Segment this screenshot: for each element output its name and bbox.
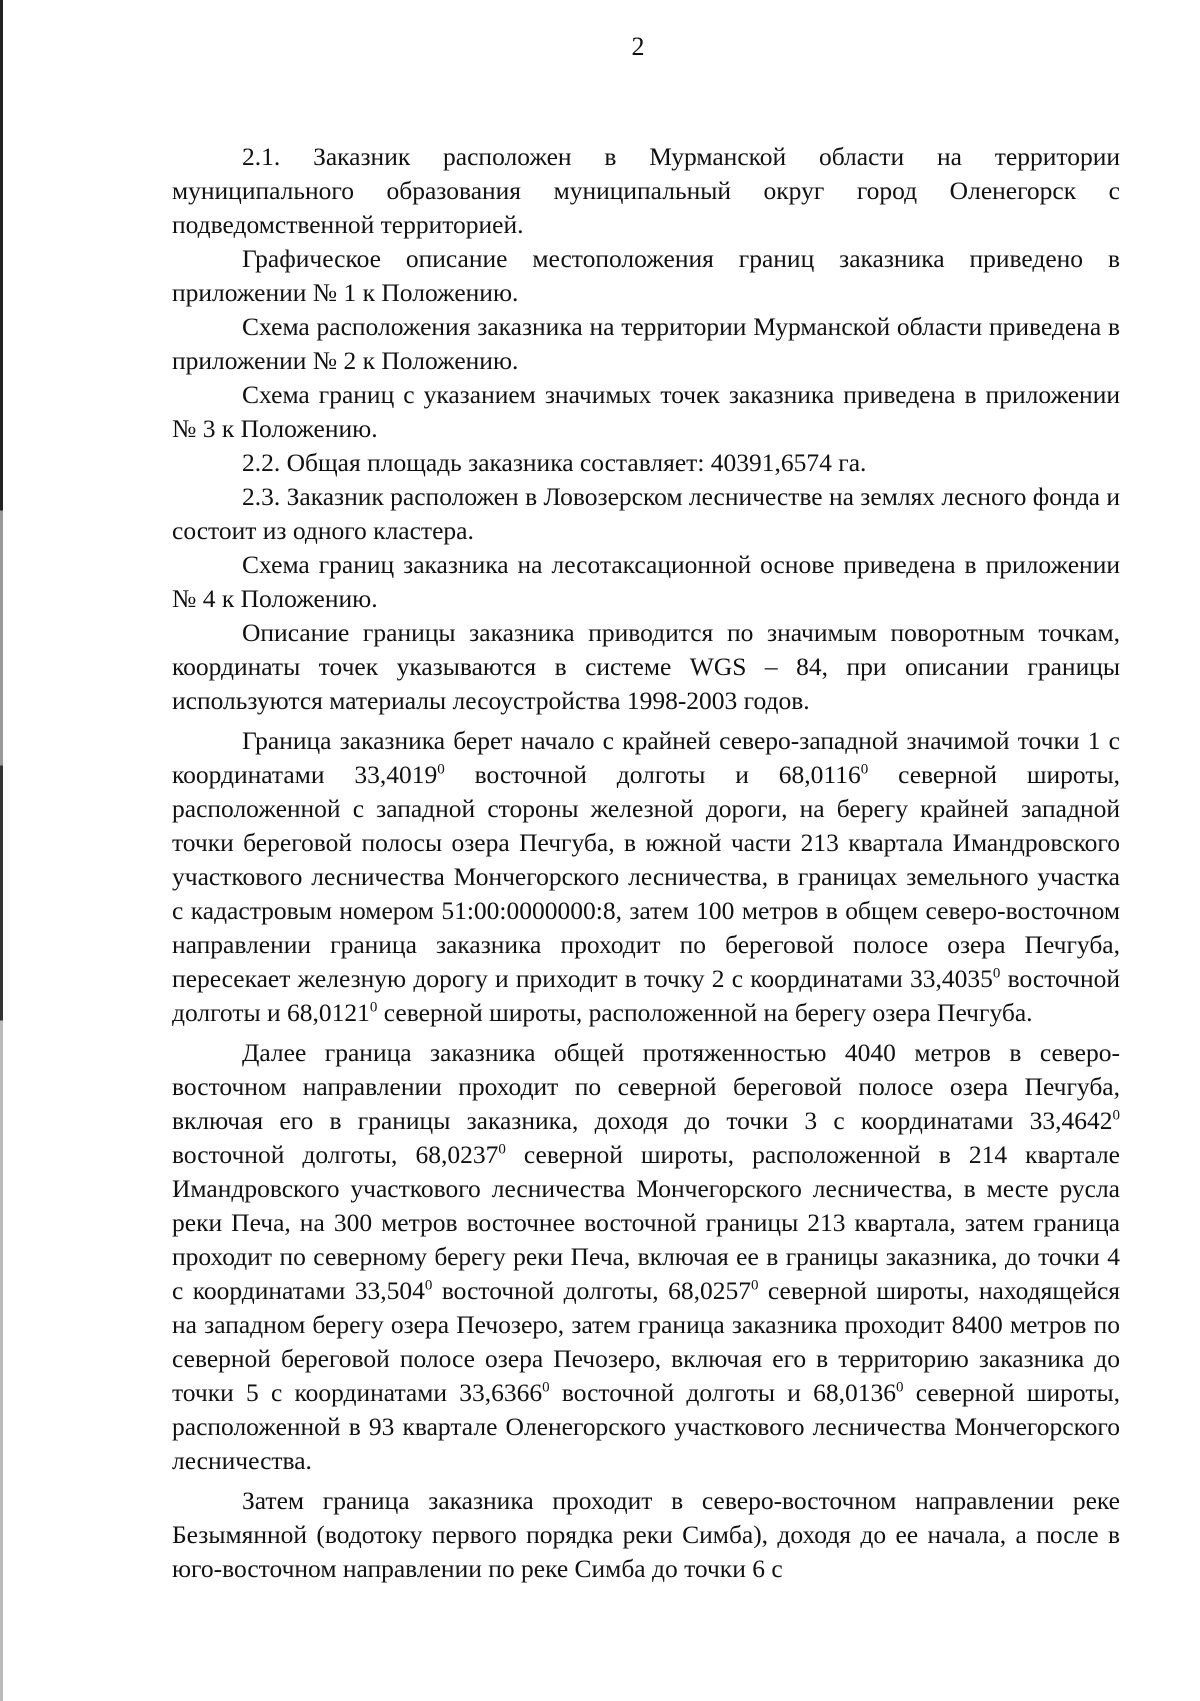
degree-sup: 0 [896, 1379, 904, 1396]
paragraph-forest-scheme: Схема границ заказника на лесотаксационной основе приведена в приложении № 4 к Положению. [172, 550, 1120, 613]
paragraph-2-1: 2.1. Заказник расположен в Мурманской области на территории муниципального образования муниципальный округ город Оленегорск с подведомственной территорией. [172, 142, 1120, 239]
page-number: 2 [631, 32, 645, 61]
degree-sup: 0 [369, 999, 378, 1016]
paragraph-boundary-continue: Далее граница заказника общей протяженностью 4040 метров в северо-восточном направлении проходит по северной береговой полосе озера Печгуба, включая его в границы заказника, доходя до точки 3 с координатами 33,4642$^0$ восточной долготы, 68,0237$^0$ северной широты, расположенной в 214 квартале Имандровского участкового лесничества Мончегорского лесничества, в месте русла реки Печа, на 300 метров восточнее восточной границы 213 квартала, затем граница проходит по северному берегу реки Печа, включая ее в границы заказника, до точки 4 с координатами 33,504$^0$ восточной долготы, 68,0257$^0$ северной широты, находящейся на западном берегу озера Печозеро, затем граница заказника проходит 8400 метров по северной береговой полосе озера Печозеро, включая его в территорию заказника до точки 5 с координатами 33,6366$^0$ восточной долготы и 68,0136$^0$ северной широты, расположенной в 93 квартале Оленегорского участкового лесничества Мончегорского лесничества. [172, 1038, 1121, 1475]
paragraph-2-3: 2.3. Заказник расположен в Ловозерском лесничестве на землях лесного фонда и состоит из одного кластера. [172, 482, 1120, 545]
degree-sup: 0 [992, 965, 1001, 982]
document-body [172, 140, 1120, 1586]
degree-sup: 0 [542, 1379, 550, 1396]
degree-sup: 0 [1112, 1107, 1120, 1124]
scan-edge [0, 0, 3, 1701]
degree-sup: 0 [860, 761, 869, 778]
paragraph-boundary-scheme: Схема границ с указанием значимых точек заказника приведена в приложении № 3 к Положению. [172, 380, 1120, 443]
paragraph-boundary-river: Затем граница заказника проходит в северо-восточном направлении реке Безымянной (водотоку первого порядка реки Симба), доходя до ее начала, а после в юго-восточном направлении по реке Симба до точки 6 с [172, 1486, 1120, 1583]
degree-sup: 0 [424, 1277, 433, 1294]
degree-sup: 0 [498, 1141, 506, 1158]
paragraph-boundary-description: Описание границы заказника приводится по значимым поворотным точкам, координаты точек указываются в системе WGS – 84, при описании границы используются материалы лесоустройства 1998-2003 годов. [172, 618, 1120, 715]
paragraph-graphic-description: Графическое описание местоположения границ заказника приведено в приложении № 1 к Положению. [172, 244, 1120, 307]
degree-sup: 0 [750, 1277, 759, 1294]
degree-sup: 0 [437, 761, 445, 778]
paragraph-location-scheme: Схема расположения заказника на территории Мурманской области приведена в приложении № 2 к Положению. [172, 312, 1120, 375]
paragraph-boundary-start: Граница заказника берет начало с крайней северо-западной значимой точки 1 с координатами 33,4019$^0$ восточной долготы и 68,0116$^0$ северной широты, расположенной с западной стороны железной дороги, на берегу крайней западной точки береговой полосы озера Печгуба, в южной части 213 квартала Имандровского участкового лесничества Мончегорского лесничества, в границах земельного участка с кадастровым номером 51:00:0000000:8, затем 100 метров в общем северо-восточном направлении граница заказника проходит по береговой полосе озера Печгуба, пересекает железную дорогу и приходит в точку 2 с координатами 33,4035$^0$ восточной долготы и 68,0121$^0$ северной широты, расположенной на берегу озера Печгуба. [172, 726, 1120, 1027]
paragraph-2-2: 2.2. Общая площадь заказника составляет: 40391,6574 га. [242, 448, 867, 477]
